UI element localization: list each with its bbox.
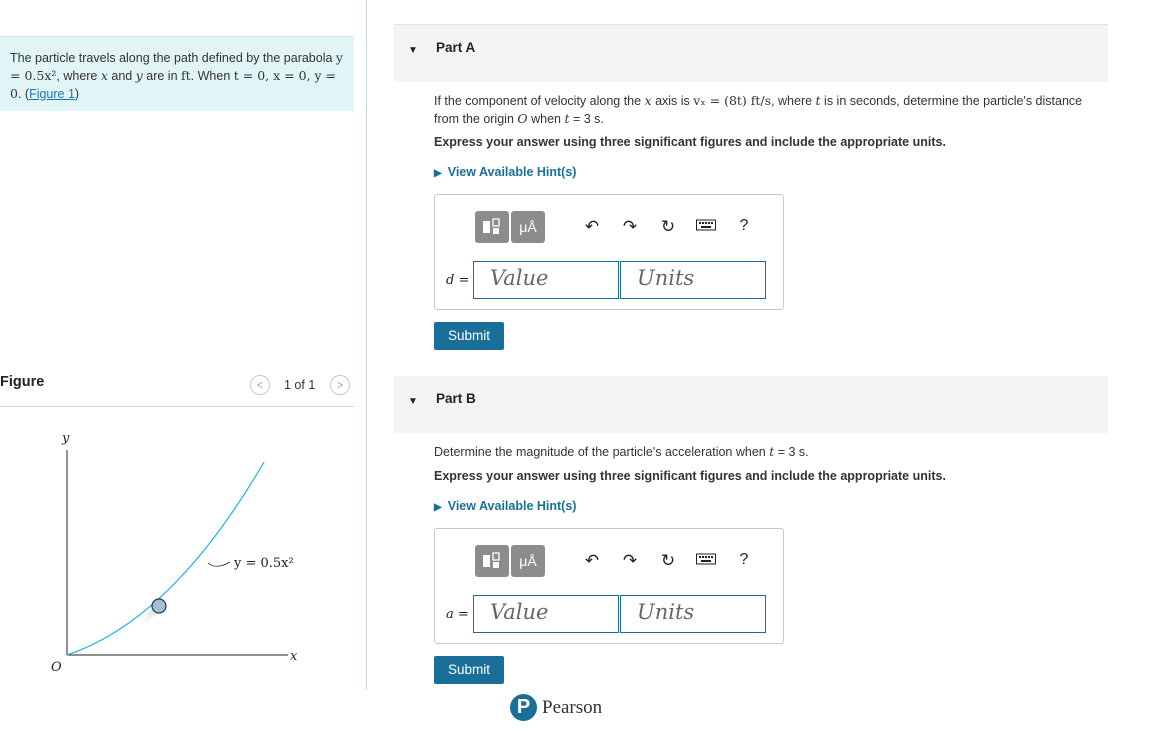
figure-header (0, 372, 354, 407)
undo-icon[interactable]: ↶ (584, 551, 600, 570)
part-a-instruction: Express your answer using three significant figures and include the appropriate units. (434, 135, 946, 149)
x-axis-label: x (290, 649, 298, 664)
particle (152, 599, 166, 613)
var-t: t (815, 93, 821, 108)
part-b-instruction: Express your answer using three significant figures and include the appropriate units. (434, 469, 946, 483)
var-y: y (135, 68, 143, 83)
problem-text: are in (142, 69, 182, 83)
units-input[interactable]: Units (620, 261, 766, 299)
part-a-hints-link[interactable] (434, 165, 576, 179)
var-o: O (517, 111, 528, 126)
hints-label: View Available Hint(s) (447, 165, 577, 179)
collapse-caret-icon[interactable]: ▼ (408, 396, 418, 407)
part-b-answer-box (434, 528, 784, 644)
submit-button[interactable]: Submit (434, 322, 504, 350)
part-b-header[interactable] (394, 376, 1108, 433)
question-text: If the component of velocity along the (434, 94, 645, 108)
y-axis-label: y (62, 431, 70, 446)
problem-text: , where (56, 69, 101, 83)
figure-link[interactable]: Figure 1 (29, 87, 75, 101)
part-b-hints-link[interactable] (434, 499, 576, 513)
var-x: x (100, 68, 108, 83)
units-button[interactable]: μÅ (511, 545, 545, 577)
path-equation: y = 0.5x² (10, 50, 343, 83)
question-text: is in seconds, determine the particle's distance from the origin (434, 94, 1083, 126)
redo-icon[interactable]: ↷ (622, 217, 638, 236)
value-input[interactable]: Value (473, 261, 619, 299)
chevron-left-icon[interactable]: < (250, 375, 270, 395)
question-text: axis is (651, 94, 694, 108)
keyboard-icon[interactable] (695, 217, 717, 239)
curve-label: y = 0.5x² (234, 556, 294, 571)
question-text: , where (771, 94, 816, 108)
reset-icon[interactable]: ↻ (660, 551, 676, 570)
chevron-right-icon[interactable]: > (330, 375, 350, 395)
question-text: when (527, 112, 565, 126)
figure-diagram (0, 410, 340, 680)
problem-text: ) (74, 87, 80, 101)
collapse-caret-icon[interactable]: ▼ (408, 45, 418, 56)
part-a-question (434, 92, 1094, 128)
units-button[interactable]: μÅ (511, 211, 545, 243)
part-a-header[interactable] (394, 24, 1108, 82)
help-icon[interactable]: ? (739, 217, 749, 234)
problem-text: The particle travels along the path defined by the parabola (10, 51, 336, 65)
initial-conditions: t = 0, x = 0, y = 0 (10, 68, 336, 101)
part-b-question (434, 443, 1094, 461)
part-a-answer-box (434, 194, 784, 310)
pearson-wordmark: Pearson (542, 697, 603, 718)
units-input[interactable]: Units (620, 595, 766, 633)
expand-triangle-icon: ▶ (434, 502, 442, 513)
value-input[interactable]: Value (473, 595, 619, 633)
var-t: t (769, 444, 775, 459)
panel-divider (366, 0, 367, 690)
left-panel (0, 0, 366, 733)
part-b-title: Part B (436, 391, 476, 406)
help-icon[interactable]: ? (739, 551, 749, 568)
question-text: = 3 s. (569, 112, 604, 126)
redo-icon[interactable]: ↷ (622, 551, 638, 570)
answer-label-a: a = (446, 607, 469, 622)
var-x: x (644, 93, 652, 108)
origin-label: O (51, 660, 62, 675)
keyboard-icon[interactable] (695, 551, 717, 573)
templates-icon[interactable] (475, 211, 509, 243)
problem-text: and (107, 69, 136, 83)
figure-title: Figure (0, 374, 45, 390)
templates-icon[interactable] (475, 545, 509, 577)
var-t: t (564, 111, 570, 126)
expand-triangle-icon: ▶ (434, 168, 442, 179)
pearson-logo-icon: P (510, 694, 537, 721)
problem-statement (0, 36, 354, 111)
figure-counter: 1 of 1 (284, 378, 316, 392)
undo-icon[interactable]: ↶ (584, 217, 600, 236)
unit-ft: ft (181, 68, 191, 83)
submit-button[interactable]: Submit (434, 656, 504, 684)
question-text: = 3 s. (774, 445, 809, 459)
answer-label-d: d = (446, 273, 470, 288)
problem-text: . When (190, 69, 234, 83)
problem-text: . ( (17, 87, 30, 101)
label-leader (208, 562, 230, 566)
question-text: Determine the magnitude of the particle's acceleration when (434, 445, 770, 459)
velocity-equation: vₓ = (8t) ft/s (693, 93, 772, 108)
part-a-title: Part A (436, 40, 476, 55)
reset-icon[interactable]: ↻ (660, 217, 676, 236)
hints-label: View Available Hint(s) (447, 499, 577, 513)
